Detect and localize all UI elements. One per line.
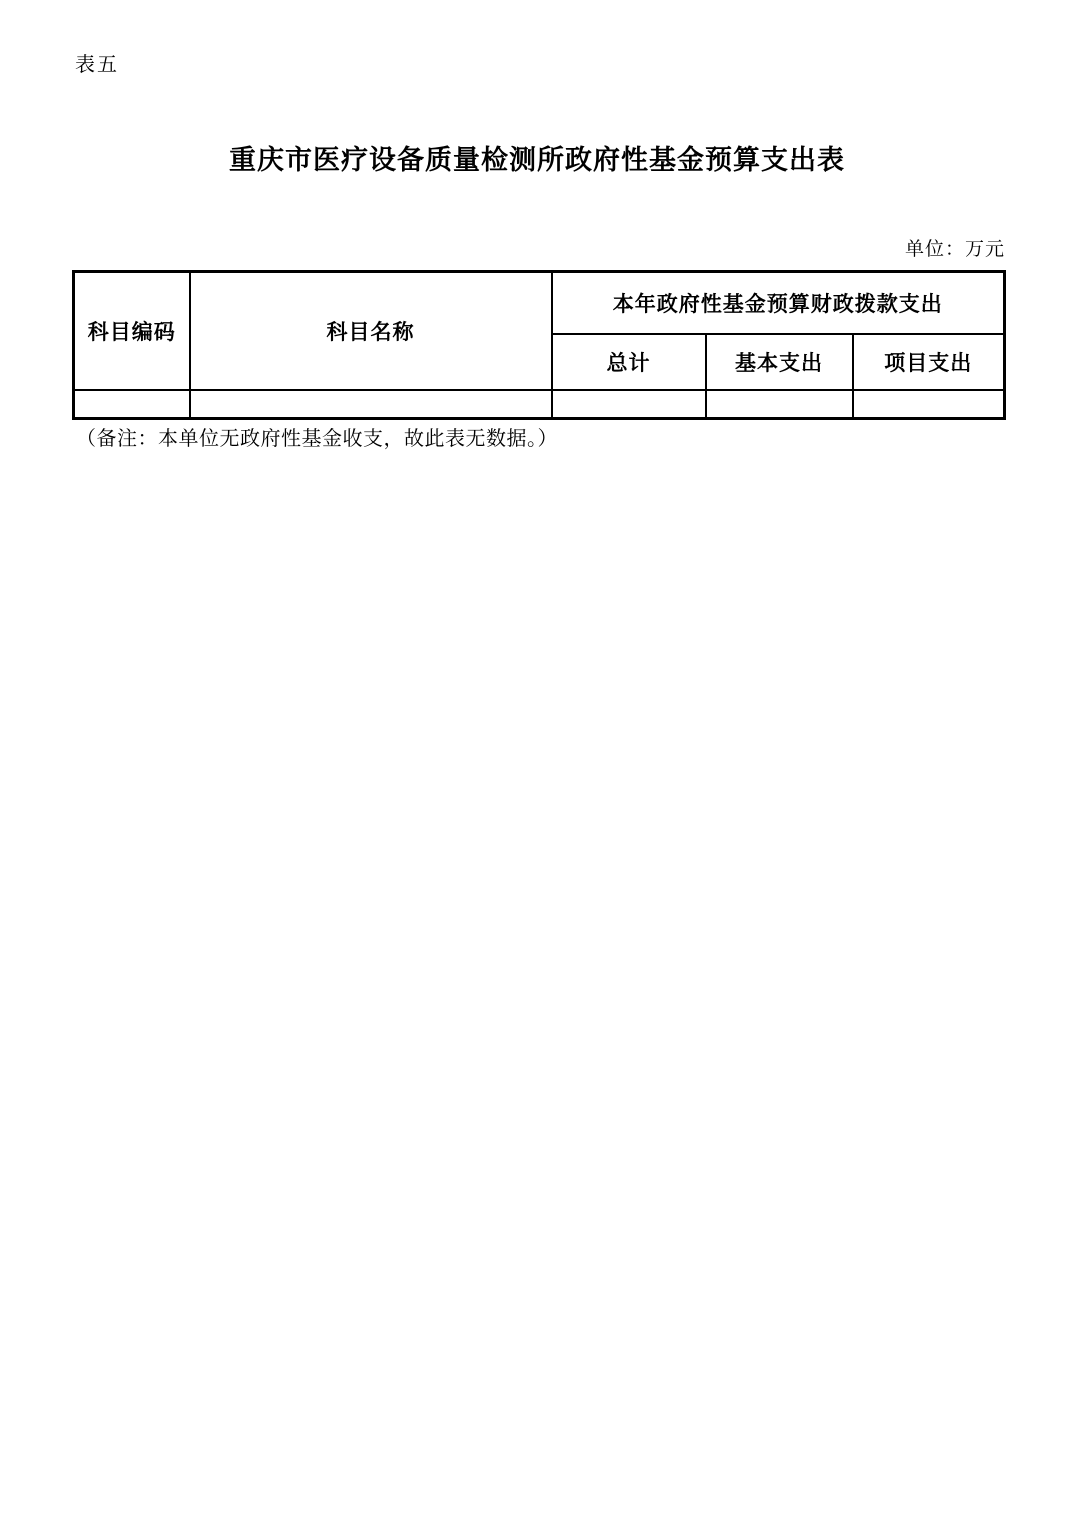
header-group-expenditure: 本年政府性基金预算财政拨款支出 xyxy=(552,272,1005,334)
unit-label: 单位：万元 xyxy=(904,238,1005,260)
budget-table xyxy=(72,270,1006,420)
table-row xyxy=(74,390,1005,419)
header-basic-expenditure: 基本支出 xyxy=(706,334,853,390)
cell-subject-name xyxy=(190,390,552,419)
cell-total xyxy=(552,390,706,419)
header-subject-code: 科目编码 xyxy=(74,272,190,390)
cell-basic-expenditure xyxy=(706,390,853,419)
header-total: 总计 xyxy=(552,334,706,390)
table-number-label: 表五 xyxy=(75,52,119,76)
header-subject-name: 科目名称 xyxy=(190,272,552,390)
cell-subject-code xyxy=(74,390,190,419)
header-project-expenditure: 项目支出 xyxy=(853,334,1005,390)
cell-project-expenditure xyxy=(853,390,1005,419)
header-row-top xyxy=(74,272,1005,334)
note-text: （备注：本单位无政府性基金收支，故此表无数据。） xyxy=(76,426,558,450)
page-title: 重庆市医疗设备质量检测所政府性基金预算支出表 xyxy=(229,145,845,175)
